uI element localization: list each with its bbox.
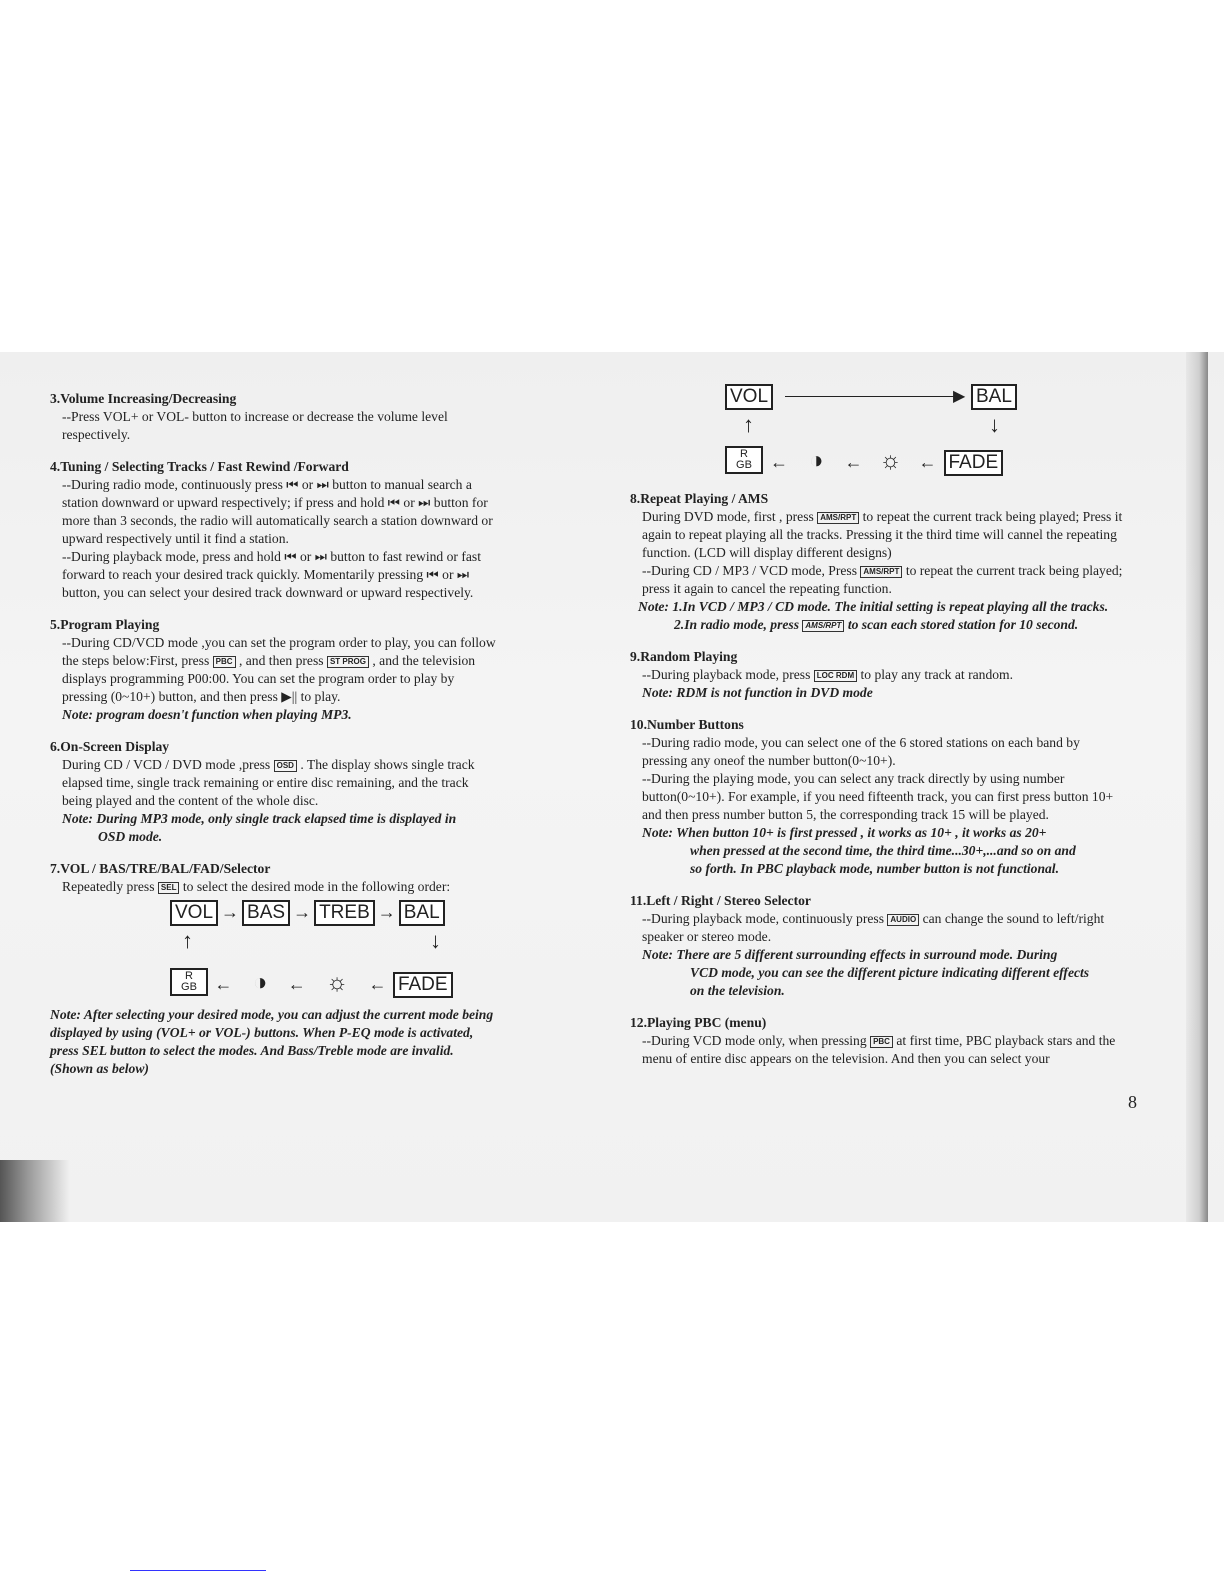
section-title: 3.Volume Increasing/Decreasing bbox=[50, 391, 237, 406]
section-tuning bbox=[50, 458, 500, 602]
section-title: 10.Number Buttons bbox=[630, 717, 744, 732]
diagram-bottom-row bbox=[170, 968, 453, 998]
diagram-bottom-row bbox=[725, 446, 1003, 476]
brightness-icon: ☼ bbox=[326, 970, 349, 996]
section-text: --During the playing mode, you can select any track directly by using number button(0~10+). For example, if you need fifteenth track, you can first press button 10+ and then press number button 5, the corresponding track 15 will be played. bbox=[642, 771, 1114, 822]
section-repeat bbox=[630, 490, 1125, 634]
left-column bbox=[50, 390, 500, 1092]
section-title: 11.Left / Right / Stereo Selector bbox=[630, 893, 811, 908]
vol-box: VOL bbox=[170, 900, 218, 926]
section-text: --During playback mode, press and hold ⏮ or ⏭ button to fast rewind or fast forward to reach your desired track quickly. Momentarily pressing ⏮ or ⏭ button, you can select your desired track downward or upward respectively. bbox=[62, 549, 481, 600]
text-fragment: can change the sound to left/right speaker or stereo mode. bbox=[642, 911, 1105, 944]
bas-box: BAS bbox=[242, 900, 290, 926]
contrast-icon: ◑ bbox=[809, 448, 824, 474]
section-note: so forth. In PBC playback mode, number button is not functional. bbox=[690, 861, 1059, 876]
section-text: --During radio mode, continuously press ⏮ or ⏭ button to manual search a station downward or upward respectively; if press and hold ⏮ or ⏭ button for more than 3 seconds, the radio will automatically search a station downward or upward respectively until it find a station. bbox=[62, 477, 493, 546]
section-text bbox=[50, 634, 500, 706]
text-fragment: --During VCD mode only, when pressing bbox=[642, 1033, 867, 1048]
text-fragment: During DVD mode, first , press bbox=[642, 509, 814, 524]
arrow-left-icon: ← bbox=[844, 452, 863, 472]
rdm-key-icon: LOC RDM bbox=[814, 670, 857, 682]
arrow-left-icon: ← bbox=[770, 452, 788, 472]
rgb-top-label: R bbox=[740, 448, 748, 460]
text-fragment: to scan each stored station for 10 second. bbox=[847, 617, 1079, 632]
section-title: 6.On-Screen Display bbox=[50, 739, 170, 754]
rgb-bottom-label: GB bbox=[736, 459, 752, 471]
text-fragment: . The display shows single track elapsed time, single track remaining or entire disc remaining, and the track being played and the content of the whole disc. bbox=[62, 757, 475, 808]
section-note: OSD mode. bbox=[98, 829, 163, 844]
arrow-down-icon: ↓ bbox=[430, 928, 441, 953]
fade-box: FADE bbox=[944, 450, 1004, 476]
right-column bbox=[630, 490, 1125, 1082]
section-number-buttons bbox=[630, 716, 1125, 878]
section-note: Note: When button 10+ is first pressed , it works as 10+ , it works as 20+ bbox=[642, 825, 1047, 840]
section-title: 9.Random Playing bbox=[630, 649, 738, 664]
osd-key-icon: OSD bbox=[274, 760, 297, 772]
section-title: 12.Playing PBC (menu) bbox=[630, 1015, 767, 1030]
section-note: Note: During MP3 mode, only single track elapsed time is displayed in bbox=[62, 811, 457, 826]
text-fragment: to repeat the current track being played; Press it again to repeat playing all the tracks. Pressing it the third time will cannel the repeating function. (LCD will display different designs) bbox=[642, 509, 1123, 560]
text-fragment: --During playback mode, press bbox=[642, 667, 811, 682]
arrow-left-icon: ← bbox=[368, 974, 387, 994]
rgb-box bbox=[170, 968, 208, 996]
ams-key-icon: AMS/RPT bbox=[860, 566, 902, 578]
section-title: 4.Tuning / Selecting Tracks / Fast Rewind /Forward bbox=[50, 459, 349, 474]
selector-order-diagram bbox=[50, 896, 500, 1006]
section-text bbox=[50, 878, 500, 896]
section-volume bbox=[50, 390, 500, 444]
underline-mark bbox=[130, 1570, 266, 1571]
arrow-right-icon: → bbox=[221, 902, 240, 922]
section-note: Note: program doesn't function when playing MP3. bbox=[62, 707, 352, 722]
text-fragment: to play any track at random. bbox=[860, 667, 1014, 682]
diagram-top-row bbox=[170, 900, 445, 926]
ams-key-icon: AMS/RPT bbox=[817, 512, 859, 524]
arrow-right-icon: ▶ bbox=[953, 388, 966, 405]
section-note: Note: After selecting your desired mode, you can adjust the current mode being displayed by using (VOL+ or VOL-) buttons. When P-EQ mode is activated, press SEL button to select the modes. And Bass/Treble mode are invalid. (Shown as below) bbox=[50, 1007, 494, 1076]
arrow-right-icon: → bbox=[377, 902, 396, 922]
corner-shadow bbox=[0, 1160, 70, 1222]
section-note: on the television. bbox=[690, 983, 785, 998]
section-title: 5.Program Playing bbox=[50, 617, 160, 632]
fade-box: FADE bbox=[393, 972, 453, 998]
rgb-bottom-label: GB bbox=[181, 981, 197, 993]
section-note: Note: There are 5 different surrounding effects in surround mode. During bbox=[642, 947, 1058, 962]
prog-key-icon: ST PROG bbox=[327, 656, 369, 668]
text-fragment: --During playback mode, continuously press bbox=[642, 911, 884, 926]
section-text bbox=[630, 562, 1125, 598]
text-fragment: Repeatedly press bbox=[62, 879, 155, 894]
arrow-up-icon: ↑ bbox=[743, 412, 754, 437]
text-fragment: During CD / VCD / DVD mode ,press bbox=[62, 757, 271, 772]
text-fragment: --During CD / MP3 / VCD mode, Press bbox=[642, 563, 857, 578]
right-diagram bbox=[725, 384, 1025, 474]
arrow-right-icon: → bbox=[293, 902, 312, 922]
arrow-down-icon: ↓ bbox=[989, 412, 1000, 437]
pbc-key-icon: PBC bbox=[213, 656, 236, 668]
page-number: 8 bbox=[1128, 1092, 1137, 1112]
section-text bbox=[630, 508, 1125, 562]
section-text: --Press VOL+ or VOL- button to increase or decrease the volume level respectively. bbox=[62, 409, 448, 442]
vol-box: VOL bbox=[725, 384, 773, 410]
bal-box: BAL bbox=[399, 900, 445, 926]
book-spine-shadow bbox=[1186, 352, 1208, 1222]
text-fragment: , and then press bbox=[238, 653, 324, 668]
section-text bbox=[630, 910, 1125, 946]
pbc-key-icon: PBC bbox=[870, 1036, 893, 1048]
section-program bbox=[50, 616, 500, 724]
text-fragment: 2.In radio mode, press bbox=[674, 617, 799, 632]
text-fragment: to select the desired mode in the following order: bbox=[182, 879, 451, 894]
brightness-icon: ☼ bbox=[879, 448, 902, 474]
arrow-line bbox=[785, 396, 955, 397]
section-text bbox=[50, 756, 500, 810]
section-text: --During radio mode, you can select one of the 6 stored stations on each band by pressing any oneof the number button(0~10+). bbox=[642, 735, 1080, 768]
section-osd bbox=[50, 738, 500, 846]
section-pbc bbox=[630, 1014, 1125, 1068]
section-stereo bbox=[630, 892, 1125, 1000]
section-note: when pressed at the second time, the third time...30+,...and so on and bbox=[690, 843, 1076, 858]
arrow-left-icon: ← bbox=[918, 452, 937, 472]
section-selector bbox=[50, 860, 500, 1078]
arrow-left-icon: ← bbox=[214, 974, 233, 994]
arrow-left-icon: ← bbox=[287, 974, 306, 994]
section-note: Note: RDM is not function in DVD mode bbox=[642, 685, 873, 700]
section-random bbox=[630, 648, 1125, 702]
rgb-top-label: R bbox=[185, 970, 193, 982]
contrast-icon: ◑ bbox=[252, 970, 268, 996]
text-fragment: to repeat the current track being played; press it again to cancel the repeating function. bbox=[642, 563, 1123, 596]
section-title: 7.VOL / BAS/TRE/BAL/FAD/Selector bbox=[50, 861, 271, 876]
ams-key-icon: AMS/RPT bbox=[802, 620, 844, 632]
sel-key-icon: SEL bbox=[158, 882, 180, 894]
arrow-up-icon: ↑ bbox=[182, 928, 193, 953]
section-text bbox=[630, 1032, 1125, 1068]
section-note: Note: 1.In VCD / MP3 / CD mode. The initial setting is repeat playing all the tracks. bbox=[638, 599, 1109, 614]
bal-box: BAL bbox=[971, 384, 1017, 410]
section-text bbox=[630, 666, 1125, 684]
section-note bbox=[630, 616, 1125, 634]
section-title: 8.Repeat Playing / AMS bbox=[630, 491, 769, 506]
text-fragment: at first time, PBC playback stars and the menu of entire disc appears on the television. And then you can select your bbox=[642, 1033, 1116, 1066]
treb-box: TREB bbox=[314, 900, 375, 926]
audio-key-icon: AUDIO bbox=[887, 914, 919, 926]
rgb-box bbox=[725, 446, 763, 474]
text-fragment: , and the television displays programming P00:00. You can set the program order to play by pressing (0~10+) button, and then press ▶|| to play. bbox=[62, 653, 476, 704]
section-note: VCD mode, you can see the different picture indicating different effects bbox=[690, 965, 1090, 980]
text-fragment: --During CD/VCD mode ,you can set the program order to play, you can follow the steps below:First, press bbox=[62, 635, 496, 668]
